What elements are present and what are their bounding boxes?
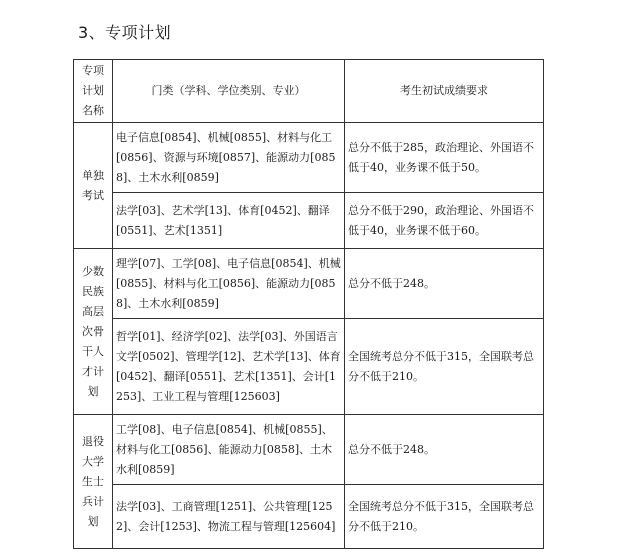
- special-plan-table: [73, 59, 544, 549]
- requirement-cell: 总分不低于285，政治理论、外国语不低于40，业务课不低于50。: [345, 123, 544, 193]
- category-cell: 法学[03]、艺术学[13]、体育[0452]、翻译[0551]、艺术[1351]: [113, 193, 345, 249]
- header-plan-name: 专项计划名称: [74, 60, 113, 123]
- header-category: 门类（学科、学位类别、专业）: [113, 60, 345, 123]
- category-cell: 工学[08]、电子信息[0854]、机械[0855]、材料与化工[0856]、能源动力[0858]、土木水利[0859]: [113, 415, 345, 485]
- table-row: [74, 249, 544, 319]
- requirement-cell: 全国统考总分不低于315，全国联考总分不低于210。: [345, 319, 544, 415]
- plan-name-cell: 少数民族高层次骨干人才计划: [74, 249, 113, 415]
- table-row: [74, 485, 544, 549]
- requirement-cell: 总分不低于248。: [345, 249, 544, 319]
- category-cell: 法学[03]、工商管理[1251]、公共管理[1252]、会计[1253]、物流工程与管理[125604]: [113, 485, 345, 549]
- table-row: [74, 123, 544, 193]
- requirement-cell: 总分不低于248。: [345, 415, 544, 485]
- plan-name-cell: 单独考试: [74, 123, 113, 249]
- table-row: [74, 193, 544, 249]
- requirement-cell: 总分不低于290，政治理论、外国语不低于40，业务课不低于60。: [345, 193, 544, 249]
- category-cell: 理学[07]、工学[08]、电子信息[0854]、机械[0855]、材料与化工[0856]、能源动力[0858]、土木水利[0859]: [113, 249, 345, 319]
- table-row: [74, 319, 544, 415]
- requirement-cell: 全国统考总分不低于315，全国联考总分不低于210。: [345, 485, 544, 549]
- table-row: [74, 415, 544, 485]
- category-cell: 电子信息[0854]、机械[0855]、材料与化工[0856]、资源与环境[0857]、能源动力[0858]、土木水利[0859]: [113, 123, 345, 193]
- section-heading: 3、专项计划: [78, 23, 172, 42]
- category-cell: 哲学[01]、经济学[02]、法学[03]、外国语言文学[0502]、管理学[12]、艺术学[13]、体育[0452]、翻译[0551]、艺术[1351]、会计[1253]、工业工程与管理[125603]: [113, 319, 345, 415]
- header-requirement: 考生初试成绩要求: [345, 60, 544, 123]
- plan-name-cell: 退役大学生士兵计划: [74, 415, 113, 549]
- table-header-row: [74, 60, 544, 123]
